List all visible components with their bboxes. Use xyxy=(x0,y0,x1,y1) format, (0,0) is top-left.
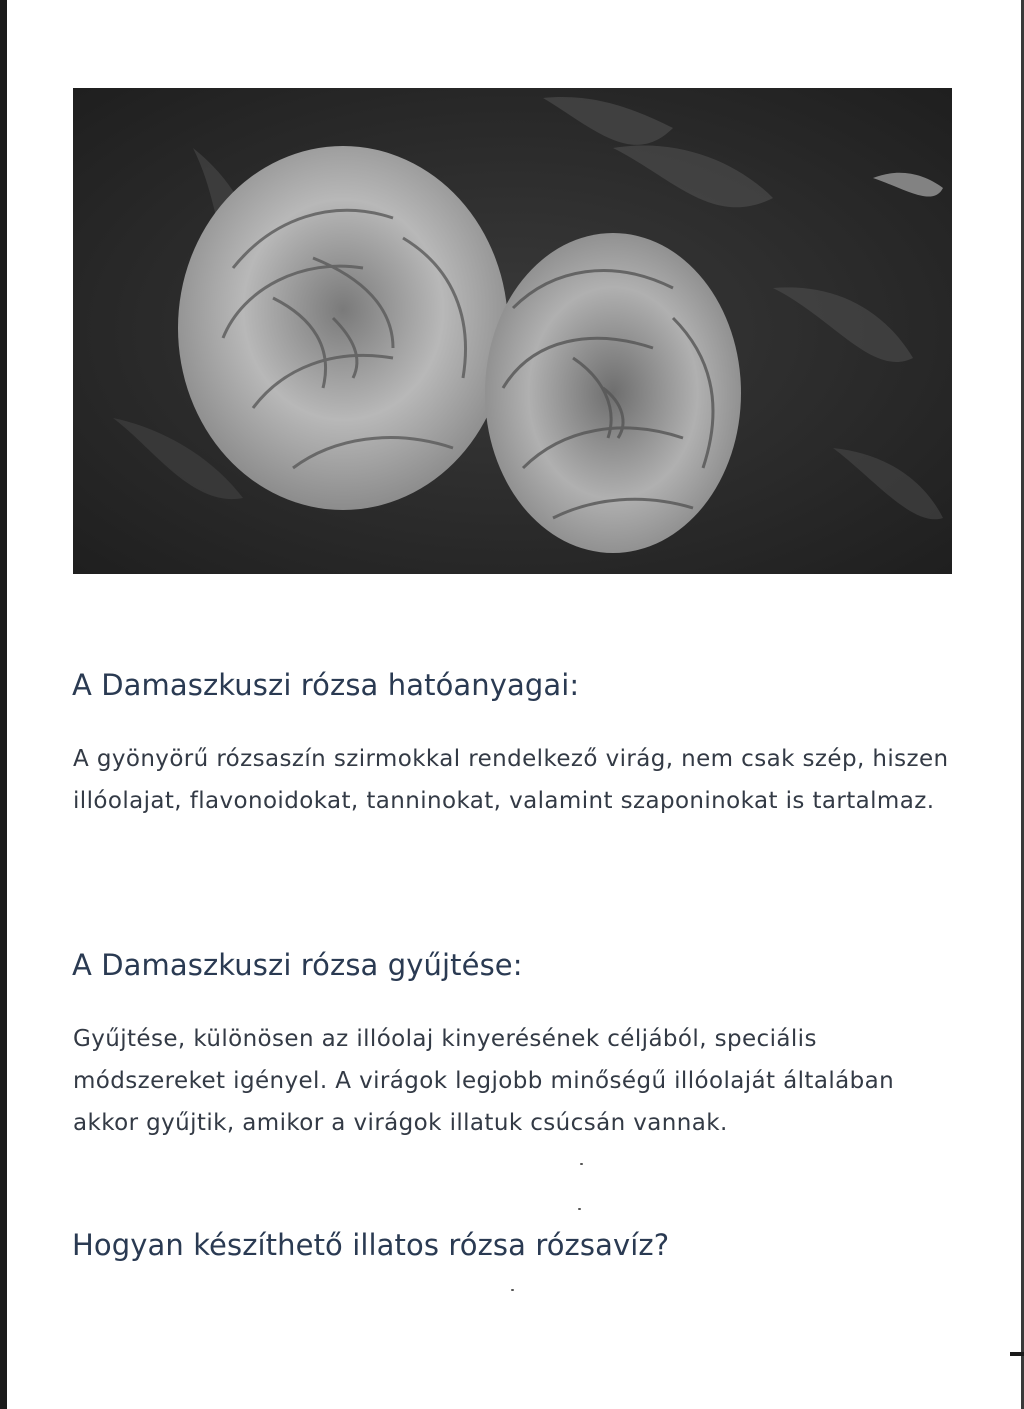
rose-photo xyxy=(73,88,952,574)
section-text-active-ingredients: A gyönyörű rózsaszín szirmokkal rendelkező virág, nem csak szép, hiszen illóolajat, flavonoidokat, tanninokat, valamint szaponinokat is tartalmaz. xyxy=(73,746,949,814)
scan-left-edge xyxy=(0,0,7,1409)
rose-illustration xyxy=(73,88,952,574)
section-text-harvesting: Gyűjtése, különösen az illóolaj kinyerésének céljából, speciális módszereket igényel. A virágok legjobb minőségű illóolaját általában akkor gyűjtik, amikor a virágok illatuk csúcsán vannak. xyxy=(73,1026,895,1136)
scan-speck xyxy=(580,1163,583,1165)
section-heading-rosewater: Hogyan készíthető illatos rózsa rózsavíz? xyxy=(72,1228,670,1262)
scan-speck xyxy=(578,1208,581,1210)
scan-speck xyxy=(511,1289,514,1291)
section-heading-active-ingredients: A Damaszkuszi rózsa hatóanyagai: xyxy=(72,668,580,702)
scan-edge-mark xyxy=(1010,1352,1024,1356)
section-heading-harvesting: A Damaszkuszi rózsa gyűjtése: xyxy=(72,948,523,982)
